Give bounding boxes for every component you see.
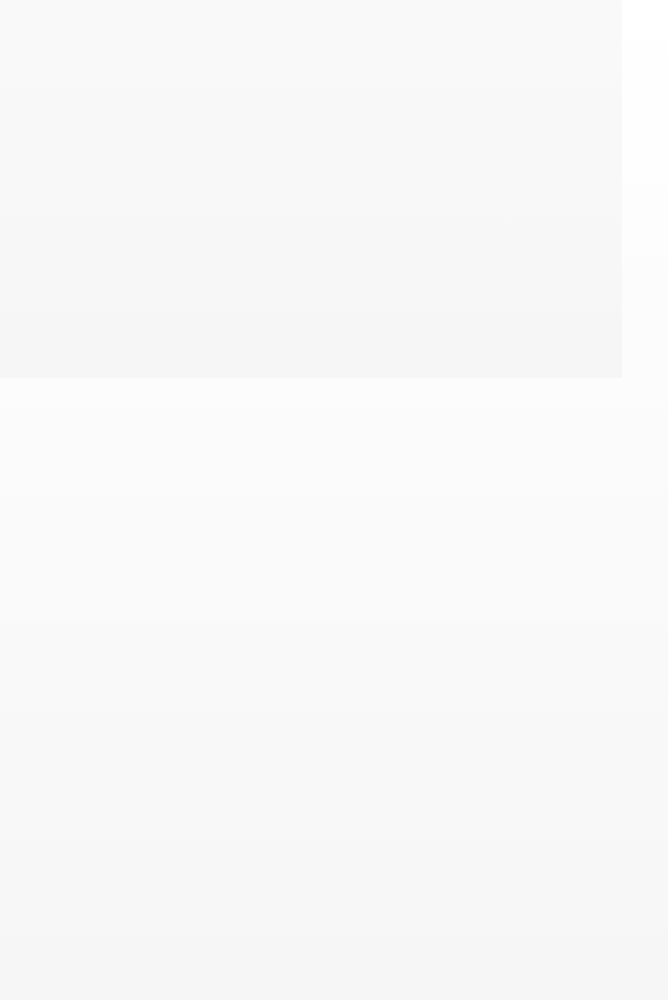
table-of-contents bbox=[38, 95, 622, 378]
toc-entry-page bbox=[0, 0, 622, 378]
toc-entry-bibliography bbox=[38, 356, 622, 378]
